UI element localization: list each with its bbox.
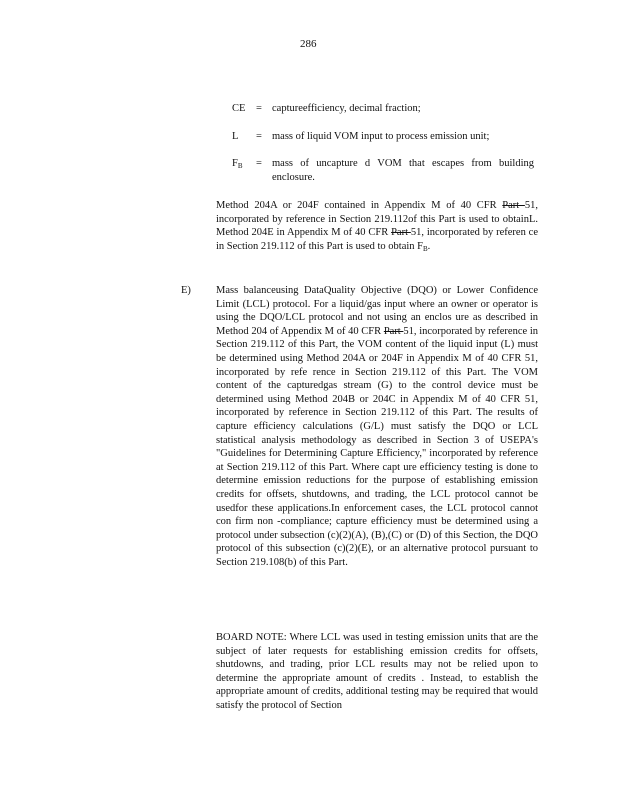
- text-segment: .: [427, 240, 431, 252]
- definition-symbol: L: [232, 131, 239, 142]
- text-segment: 51, incorporated by reference in Section 219.112 of this Part, the VOM content of the liquid input (L) must be determined using Method 204A or 204F in Appendix M of 40 CFR 51, incorporated by refe rence in Section 219.112 of this Part. The VOM content of the capturedgas stream (G) to the control device must be determined using Method 204B or 204C in Appendix M of 40 CFR 51, incorporated by reference in Section 219.112 of this Part. The results of capture efficiency calculations (G/L) must satisfy the DQO or LCL statistical analysis methodology as described in Section 3 of USEPA's "Guidelines for Determining Capture Efficiency," incorporated by reference at Section 219.112 of this Part. Where capt ure efficiency testing is done to determine emission reductions for the purpose of establishing emission credits for offsets, shutdowns, and trading, the LCL protocol cannot be usedfor these applications.In enforcement cases, the LCL protocol cannot con firm non -compliance; capture efficiency must be determined using a protocol under subsection (c)(2)(A), (B),(C) or (D) of this Section, the DQO protocol of this subsection (c)(2)(E), or an alternative protocol pursuant to Section 219.108(b) of this Part.: [216, 325, 538, 568]
- definition-text: mass of liquid VOM input to process emission unit;: [272, 131, 490, 142]
- text-segment: Method 204A or 204F contained in Appendix M of 40 CFR: [216, 200, 503, 211]
- definition-symbol: [232, 157, 252, 174]
- symbol-main: F: [232, 158, 238, 169]
- section-e-paragraph: [216, 284, 538, 569]
- method-paragraph: [216, 199, 538, 256]
- definition-equals: =: [256, 103, 262, 114]
- text-segment: Mass balanceusing DataQuality Objective (DQO) or Lower Confidence Limit (LCL) protocol. For a liquid/gas input where an owner or operator is using the DQO/LCL protocol and not using an enclos ure as described in Method 204 of Appendix M of 40 CFR: [216, 285, 538, 337]
- definition-text: captureefficiency, decimal fraction;: [272, 103, 421, 114]
- struck-text: Part: [502, 200, 525, 211]
- subscript: B: [422, 244, 428, 253]
- page-number: 286: [300, 38, 317, 50]
- struck-text: Part: [391, 227, 411, 239]
- board-note: BOARD NOTE: Where LCL was used in testing emission units that are the subject of later requests for establishing emission credits for offsets, shutdowns, and trading, prior LCL results may not be relied upon to determine the appropriate amount of credits . Instead, to establish the appropriate amount of credits, additional testing may be required that would satisfy the protocol of Section: [216, 632, 538, 711]
- definition-equals: =: [256, 158, 262, 169]
- text-segment: 51, incorporated by referen ce in Section 219.112 of this Part is used to obtain F: [216, 227, 538, 252]
- section-label: E): [181, 285, 191, 296]
- definition-text: mass of uncapture d VOM that escapes from building enclosure.: [272, 158, 534, 183]
- symbol-subscript: B: [237, 162, 243, 170]
- text-segment: 51, incorporated by reference in Section 219.112of this Part is used to obtainL. Method 204E in Appendix M of 40 CFR: [216, 200, 538, 239]
- struck-text: Part: [383, 325, 404, 337]
- definition-symbol: CE: [232, 103, 246, 114]
- definition-equals: =: [256, 131, 262, 142]
